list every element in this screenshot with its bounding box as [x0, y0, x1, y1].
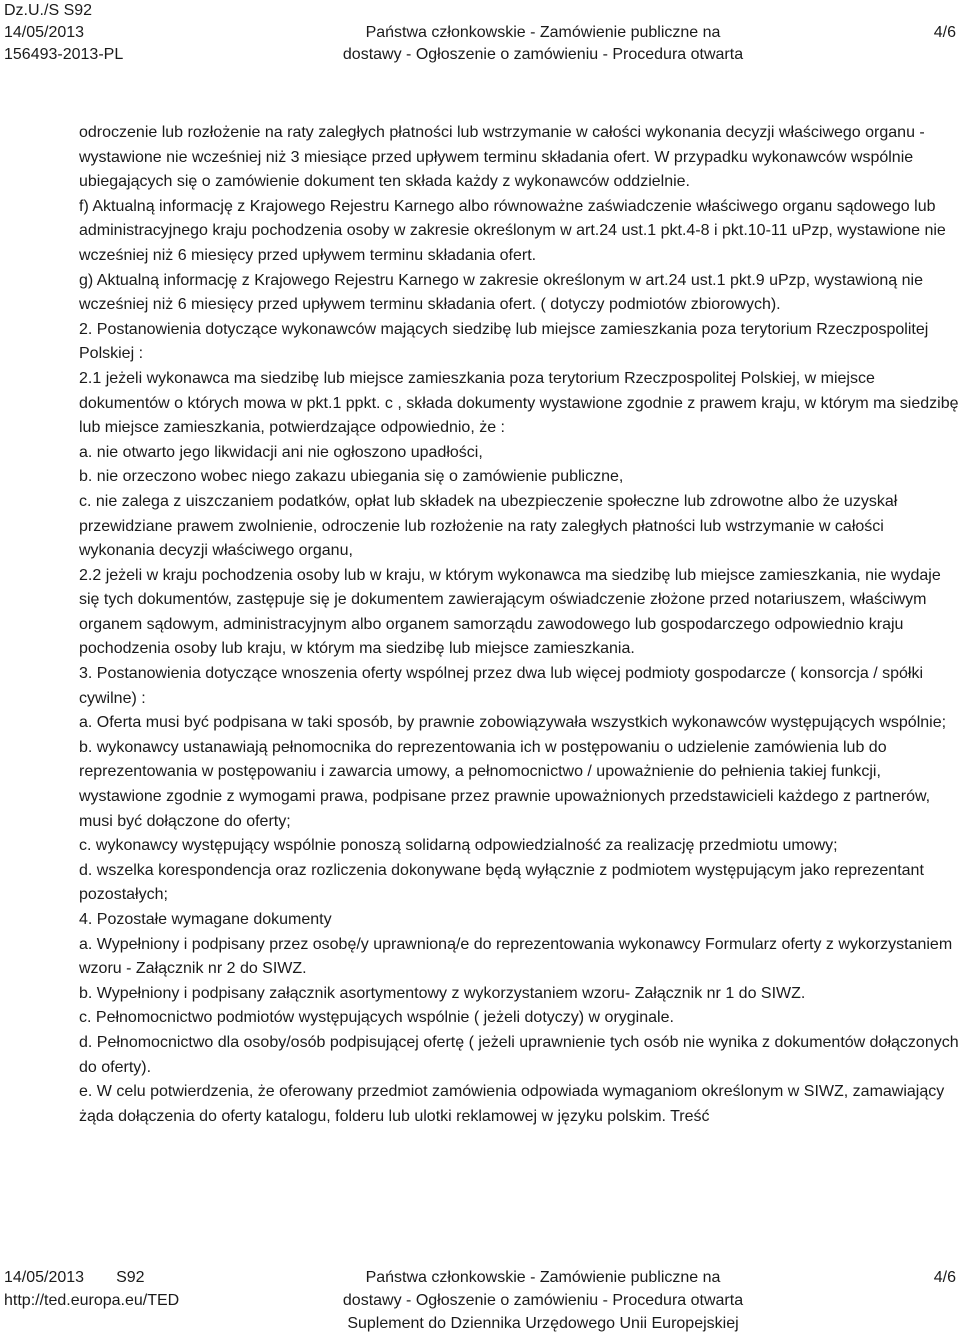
paragraph: a. Oferta musi być podpisana w taki sposób, by prawnie zobowiązywała wszystkich wykonawców występujących wspólnie; — [79, 714, 947, 732]
paragraph: f) Aktualną informację z Krajowego Rejestru Karnego albo równoważne zaświadczenie właściwego organu sądowego lub administracyjnego kraju pochodzenia osoby w zakresie określonym w art.24 ust.1 pkt.4-8 i pkt.10-11 uPzp, wystawione nie wcześniej niż 6 miesięcy przed upływem terminu składania ofert. — [79, 197, 946, 264]
paragraph: c. Pełnomocnictwo podmiotów występujących wspólnie ( jeżeli dotyczy) w oryginale. — [79, 1009, 674, 1027]
footer-left — [4, 1266, 179, 1312]
footer-title-line-1: Państwa członkowskie - Zamówienie publiczne na — [365, 1269, 721, 1286]
footer-title-line-3: Suplement do Dziennika Urzędowego Unii Europejskiej — [347, 1315, 739, 1332]
paragraph: 4. Pozostałe wymagane dokumenty — [79, 911, 332, 928]
paragraph: 2.1 jeżeli wykonawca ma siedzibę lub miejsce zamieszkania poza terytorium Rzeczpospolitej Polskiej, w miejsce dokumentów o których mowa w pkt.1 ppkt. c , składa dokumenty wystawione zgodnie z prawem kraju, w którym ma siedzibę lub miejsce zamieszkania, potwierdzające odpowiednio, że : — [79, 369, 959, 437]
paragraph: 3. Postanowienia dotyczące wnoszenia oferty wspólnej przez dwa lub więcej podmioty gospodarcze ( konsorcja / spółki cywilne) : — [79, 665, 923, 707]
paragraph: c. wykonawcy występujący wspólnie ponoszą solidarną odpowiedzialność za realizację przedmiotu umowy; — [79, 837, 838, 855]
header-title-line-2: dostawy - Ogłoszenie o zamówieniu - Procedura otwarta — [342, 46, 744, 63]
paragraph: b. nie orzeczono wobec niego zakazu ubiegania się o zamówienie publiczne, — [79, 468, 624, 486]
paragraph: d. wszelka korespondencja oraz rozliczenia dokonywane będą wyłącznie z podmiotem występującym jako reprezentant pozostałych; — [79, 861, 924, 904]
paragraph: c. nie zalega z uiszczaniem podatków, opłat lub składek na ubezpieczenie społeczne lub zdrowotne albo że uzyskał przewidziane prawem zwolnienie, odroczenie lub rozłożenie na raty zaległych płatności lub wstrzymanie w całości wykonania decyzji właściwego organu, — [79, 492, 898, 560]
paragraph: a. Wypełniony i podpisany przez osobę/y uprawnioną/e do reprezentowania wykonawcy Formularz oferty z wykorzystaniem wzoru - Załącznik nr 2 do SIWZ. — [79, 935, 953, 978]
document-body — [79, 121, 959, 1129]
header-title — [336, 22, 750, 66]
footer-issue: S92 — [116, 1269, 145, 1286]
footer-date: 14/05/2013 — [4, 1269, 85, 1286]
paragraph: g) Aktualną informację z Krajowego Rejestru Karnego w zakresie określonym w art.24 ust.1 pkt.9 uPzp, wystawioną nie wcześniej niż 6 miesięcy przed upływem terminu składania ofert. ( dotyczy podmiotów zbiorowych). — [79, 271, 923, 314]
footer-date-line — [4, 1266, 179, 1289]
paragraph: d. Pełnomocnictwo dla osoby/osób podpisującej ofertę ( jeżeli uprawnienie tych osób nie wynika z dokumentów dołączonych do oferty). — [79, 1033, 959, 1076]
paragraph: odroczenie lub rozłożenie na raty zaległych płatności lub wstrzymanie w całości wykonania decyzji właściwego organu - wystawione nie wcześniej niż 3 miesiące przed upływem terminu składania ofert. W przypadku wykonawców wspólnie ubiegających się o zamówienie dokument ten składa każdy z wykonawców oddzielnie. — [79, 124, 925, 191]
paragraph: 2. Postanowienia dotyczące wykonawców mających siedzibę lub miejsce zamieszkania poza terytorium Rzeczpospolitej Polskiej : — [79, 320, 929, 363]
paragraph: 2.2 jeżeli w kraju pochodzenia osoby lub w kraju, w którym wykonawca ma siedzibę lub miejsce zamieszkania, nie wydaje się tych dokumentów, zastępuje się je dokumentem zawierającym oświadczenie złożone przed notariuszem, właściwym organem sądowym, administracyjnym albo organem samorządu zawodowego lub gospodarczego odpowiednio kraju pochodzenia osoby lub kraju, w którym ma siedzibę lub miejsce zamieszkania. — [79, 566, 941, 658]
paragraph: a. nie otwarto jego likwidacji ani nie ogłoszono upadłości, — [79, 443, 483, 461]
journal-reference: Dz.U./S S92 — [4, 2, 93, 19]
document-id: 156493-2013-PL — [4, 46, 124, 63]
header-date: 14/05/2013 — [4, 24, 85, 41]
footer-url: http://ted.europa.eu/TED — [4, 1292, 180, 1309]
footer-title-line-2: dostawy - Ogłoszenie o zamówieniu - Procedura otwarta — [342, 1292, 744, 1309]
header-title-line-1: Państwa członkowskie - Zamówienie publiczne na — [365, 24, 721, 41]
footer-title — [300, 1266, 786, 1335]
paragraph: b. wykonawcy ustanawiają pełnomocnika do reprezentowania ich w postępowaniu o udzielenie zamówienia lub do reprezentowania w postępowaniu i zawarcia umowy, a pełnomocnictwo / upoważnienie do pełnienia takiej funkcji, wystawione zgodnie z wymogami prawa, podpisane przez prawnie upoważnionych przedstawicieli każdego z partnerów, musi być dołączone do oferty; — [79, 738, 931, 830]
header-left — [4, 0, 123, 66]
footer-page-number: 4/6 — [933, 1269, 956, 1286]
header-page-number: 4/6 — [933, 24, 956, 41]
paragraph: e. W celu potwierdzenia, że oferowany przedmiot zamówienia odpowiada wymaganiom określonym w SIWZ, zamawiający żąda dołączenia do oferty katalogu, folderu lub ulotki reklamowej w języku polskim. Treść — [79, 1083, 945, 1125]
paragraph: b. Wypełniony i podpisany załącznik asortymentowy z wykorzystaniem wzoru- Załącznik nr 1 do SIWZ. — [79, 984, 806, 1002]
